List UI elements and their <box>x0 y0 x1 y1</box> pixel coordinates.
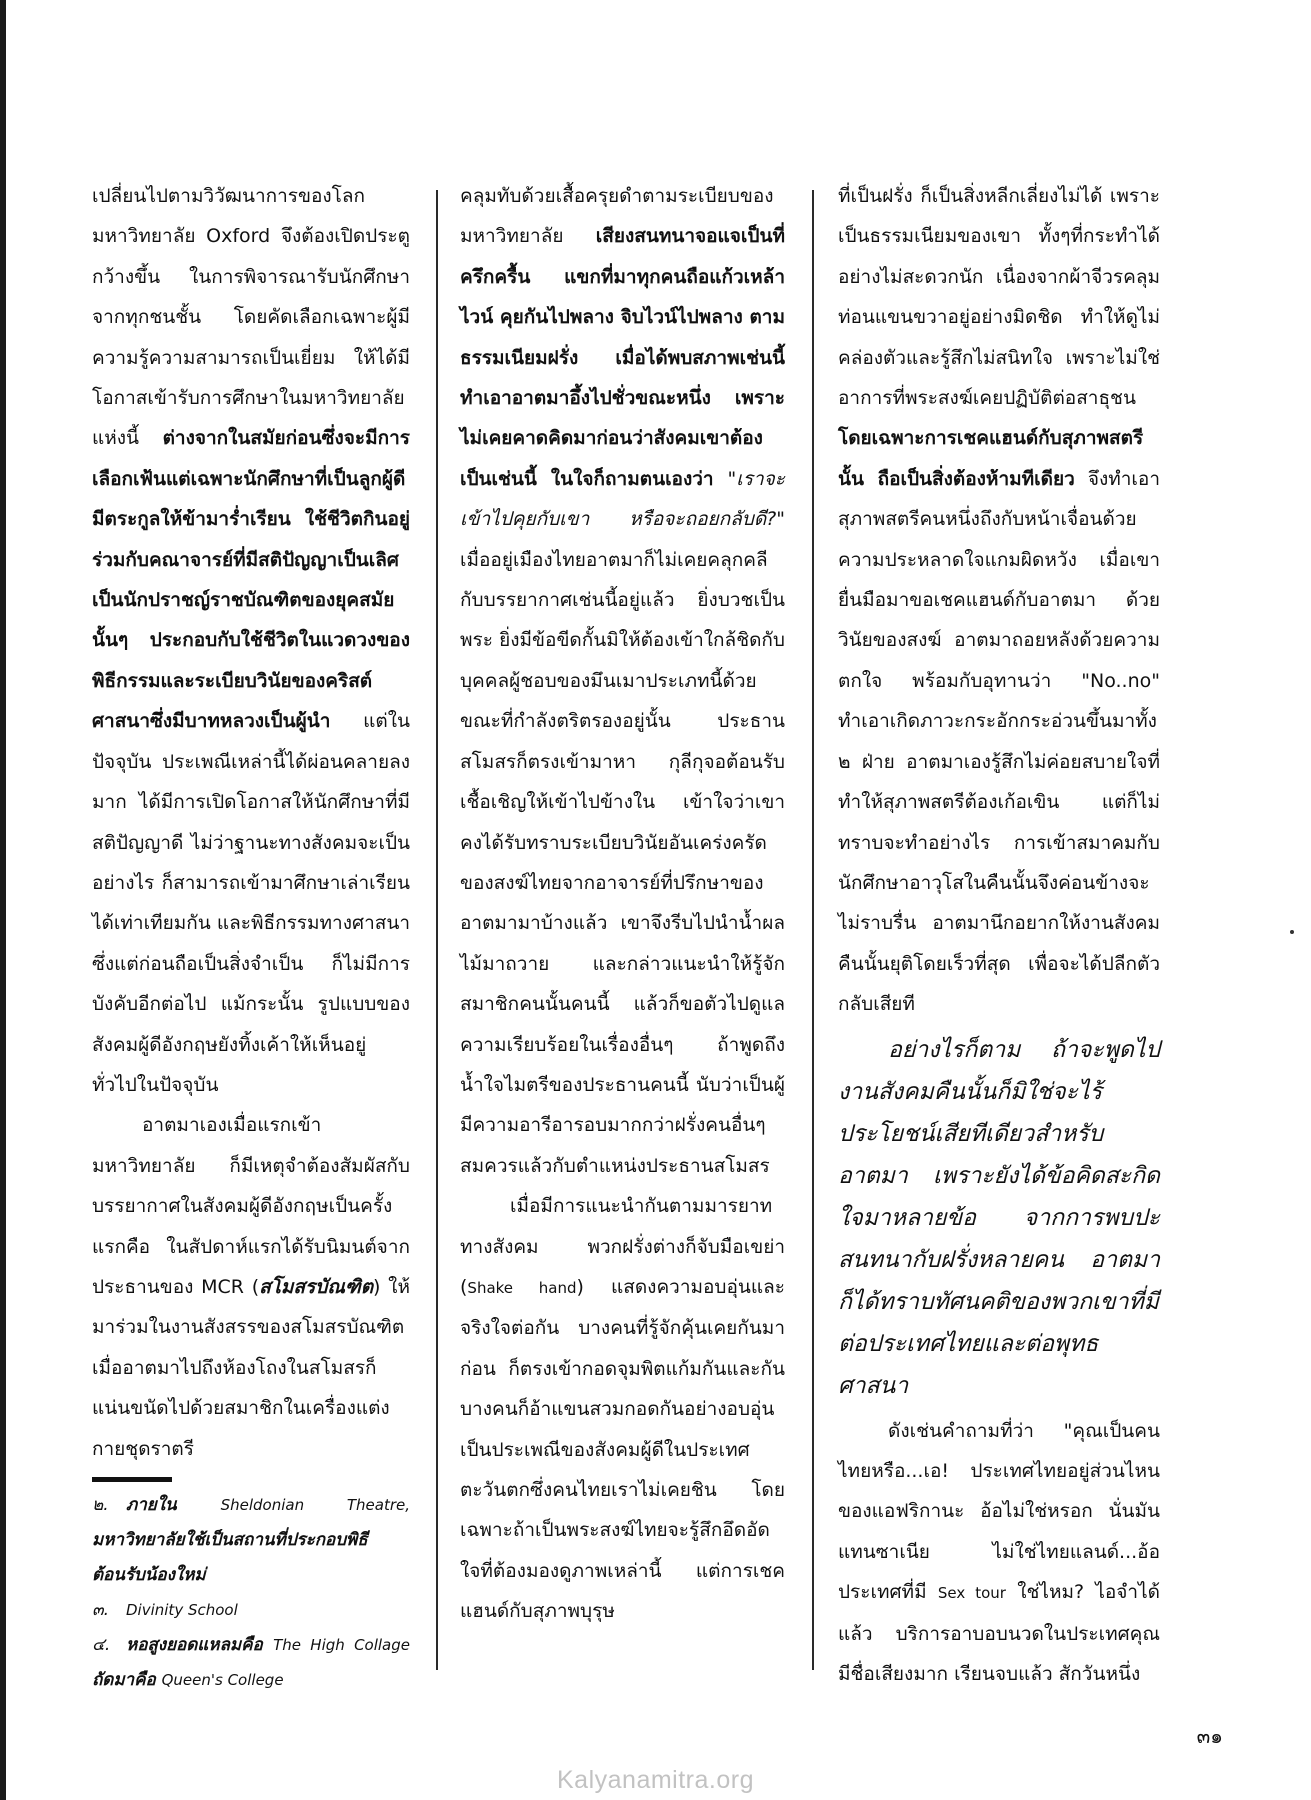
text-run: คลุมทับด้วยเสื้อครุยดำตามระเบียบของมหาวิทยาลัย <box>460 185 774 248</box>
footnote-latin: Queen's College <box>161 1671 284 1689</box>
scan-speck <box>1290 930 1294 934</box>
text-run: ) แสดงความอบอุ่นและจริงใจต่อกัน บางคนที่รู้จักคุ้นเคยกันมาก่อน ก็ตรงเข้ากอดจุมพิตแก้มกันและกัน บางคนก็อ้าแขนสวมกอดกันอย่างอบอุ่น เป็นประเพณีของสังคมผู้ดีในประเทศตะวันตกซึ่งคนไทยเราไม่เคยชิน โดยเฉพาะถ้าเป็นพระสงฆ์ไทยจะรู้สึกอึดอัดใจที่ต้องมองดูภาพเหล่านี้ แต่การเชคแฮนด์กับสุภาพบุรุษ <box>460 1275 785 1623</box>
footnote-text: มหาวิทยาลัยใช้เป็นสถานที่ประกอบพิธีต้อนรับน้องใหม่ <box>92 1530 368 1585</box>
bold-text: ต่างจากในสมัยก่อนซึ่งจะมีการเลือกเฟ้นแต่เฉพาะนักศึกษาที่เป็นลูกผู้ดีมีตระกูลให้ข้ามาร่ำเรียน ใช้ชีวิตกินอยู่ร่วมกับคณาจารย์ที่มีสติปัญญาเป็นเลิศเป็นนักปราชญ์ราชบัณฑิตของยุคสมัยนั้นๆ ประกอบกับใช้ชีวิตในแวดวงของพิธีกรรมและระเบียบวินัยของคริสต์ศาสนาซึ่งมีบาทหลวงเป็นผู้นำ <box>92 427 410 733</box>
pull-quote <box>838 1029 1160 1407</box>
text-run: เปลี่ยนไปตามวิวัฒนาการของโลก มหาวิทยาลัย Oxford จึงต้องเปิดประตูกว้างขึ้น ในการพิจารณารับนักศึกษาจากทุกชนชั้น โดยคัดเลือกเฉพาะผู้มีความรู้ความสามารถเป็นเยี่ยม ให้ได้มีโอกาสเข้ารับการศึกษาในมหาวิทยาลัยแห่งนี้ <box>92 185 410 450</box>
paragraph <box>92 1105 410 1469</box>
italic-text: สโมสรบัณฑิต <box>259 1275 374 1298</box>
pull-quote-text: อย่างไรก็ตาม ถ้าจะพูดไป งานสังคมคืนนั้นก็มิใช่จะไร้ประโยชน์เสียทีเดียวสำหรับอาตมา เพราะยังได้ข้อคิดสะกิดใจมาหลายข้อ จากการพบปะสนทนากับฝรั่งหลายคน อาตมาก็ได้ทราบทัศนคติของพวกเขาที่มีต่อประเทศไทยและต่อพุทธศาสนา <box>838 1036 1160 1399</box>
column-3 <box>838 176 1160 1694</box>
bold-text: โดยเฉพาะการเชคแฮนด์กับสุภาพสตรีนั้น ถือเป็นสิ่งต้องห้ามทีเดียว <box>838 427 1144 490</box>
footnote-latin: Divinity School <box>126 1601 238 1619</box>
bold-text: เสียงสนทนาจอแจเป็นที่ครึกครื้น แขกที่มาทุกคนถือแก้วเหล้าไวน์ คุยกันไปพลาง จิบไวน์ไปพลาง ตามธรรมเนียมฝรั่ง เมื่อได้พบสภาพเช่นนี้ทำเอาอาตมาอึ้งไปชั่วขณะหนึ่ง เพราะไม่เคยคาดคิดมาก่อนว่าสังคมเขาต้องเป็นเช่นนี้ ในใจก็ถามตนเองว่า <box>460 225 785 490</box>
footnote <box>92 1628 410 1698</box>
column-divider <box>812 190 814 1670</box>
text-run: ดังเช่นคำถามที่ว่า "คุณเป็นคนไทยหรือ...เอ! ประเทศไทยอยู่ส่วนไหนของแอฟริกานะ อ้อไม่ใช่หรอก นั่นมันแทนซาเนีย ไม่ใช่ไทยแลนด์...อ้อ ประเทศที่มี <box>838 1419 1160 1604</box>
paragraph <box>460 1186 785 1631</box>
paragraph <box>460 176 785 1186</box>
footnote-text: ถัดมาคือ <box>92 1670 162 1690</box>
text-run: ) ให้มาร่วมในงานสังสรรของสโมสรบัณฑิต เมื่ออาตมาไปถึงห้องโถงในสโมสรก็แน่นขนัดไปด้วยสมาชิกในเครื่องแต่งกายชุดราตรี <box>92 1275 410 1460</box>
footnote <box>92 1488 410 1593</box>
text-run: เมื่อมีการแนะนำกันตามมารยาททางสังคม พวกฝรั่งต่างก็จับมือเขย่า ( <box>460 1195 785 1298</box>
text-run: แต่ในปัจจุบัน ประเพณีเหล่านี้ได้ผ่อนคลายลงมาก ได้มีการเปิดโอกาสให้นักศึกษาที่มีสติปัญญาดี ไม่ว่าฐานะทางสังคมจะเป็นอย่างไร ก็สามารถเข้ามาศึกษาเล่าเรียนได้เท่าเทียมกัน และพิธีกรรมทางศาสนาซึ่งแต่ก่อนถือเป็นสิ่งจำเป็น ก็ไม่มีการบังคับอีกต่อไป แม้กระนั้น รูปแบบของสังคมผู้ดีอังกฤษยังทิ้งเค้าให้เห็นอยู่ทั่วไปในปัจจุบัน <box>92 710 410 1096</box>
latin-text: Shake hand <box>467 1278 577 1297</box>
footnote-rule <box>92 1477 172 1482</box>
watermark: Kalyanamitra.org <box>557 1766 754 1794</box>
footnote-number: ๒. <box>92 1495 109 1515</box>
footnote-number: ๔. <box>92 1635 111 1655</box>
text-run: ที่เป็นฝรั่ง ก็เป็นสิ่งหลีกเลี่ยงไม่ได้ เพราะเป็นธรรมเนียมของเขา ทั้งๆที่กระทำได้อย่างไม่สะดวกนัก เนื่องจากผ้าจีวรคลุมท่อนแขนขวาอยู่อย่างมิดชิด ทำให้ดูไม่คล่องตัวและรู้สึกไม่สนิทใจ เพราะไม่ใช่อาการที่พระสงฆ์เคยปฏิบัติต่อสาธุชน <box>838 185 1160 410</box>
footnote <box>92 1593 410 1628</box>
text-run: อาตมาเองเมื่อแรกเข้ามหาวิทยาลัย ก็มีเหตุจำต้องสัมผัสกับบรรยากาศในสังคมผู้ดีอังกฤษเป็นครั้งแรกคือ ในสัปดาห์แรกได้รับนิมนต์จากประธานของ MCR ( <box>92 1114 410 1298</box>
latin-text: Sex tour <box>937 1584 1006 1603</box>
paragraph <box>92 176 410 1105</box>
paragraph <box>838 176 1160 1025</box>
italic-text: "เราจะเข้าไปคุยกับเขา หรือจะถอยกลับดี?" <box>460 467 785 531</box>
column-1 <box>92 176 410 1698</box>
page-number: ๓๑ <box>1196 1724 1223 1748</box>
footnote-latin: Sheldonian Theatre, <box>220 1496 410 1514</box>
column-divider <box>436 190 438 1670</box>
text-run: ใช่ไหม? ไอจำได้แล้ว บริการอาบอบนวดในประเทศคุณมีชื่อเสียงมาก เรียนจบแล้ว สักวันหนึ่ง <box>838 1581 1160 1685</box>
footnote-latin: The High Collage <box>273 1636 411 1654</box>
column-2 <box>460 176 785 1632</box>
footnote-number: ๓. <box>92 1600 110 1620</box>
footnote-text: ภายใน <box>126 1495 221 1515</box>
paragraph <box>838 1411 1160 1695</box>
scan-edge <box>0 0 6 1800</box>
text-run: เมื่ออยู่เมืองไทยอาตมาก็ไม่เคยคลุกคลีกับบรรยากาศเช่นนี้อยู่แล้ว ยิ่งบวชเป็นพระ ยิ่งมีข้อขีดกั้นมิให้ต้องเข้าใกล้ชิดกับบุคคลผู้ชอบของมึนเมาประเภทนี้ด้วย ขณะที่กำลังตริตรองอยู่นั้น ประธานสโมสรก็ตรงเข้ามาหา กุลีกุจอต้อนรับเชื้อเชิญให้เข้าไปข้างใน เข้าใจว่าเขาคงได้รับทราบระเบียบวินัยอันเคร่งครัดของสงฆ์ไทยจากอาจารย์ที่ปรึกษาของอาตมามาบ้างแล้ว เขาจึงรีบไปนำน้ำผลไม้มาถวาย และกล่าวแนะนำให้รู้จักสมาชิกคนนั้นคนนี้ แล้วก็ขอตัวไปดูแลความเรียบร้อยในเรื่องอื่นๆ ถ้าพูดถึงน้ำใจไมตรีของประธานคนนี้ นับว่าเป็นผู้มีความอารีอารอบมากกว่าฝรั่งคนอื่นๆ สมควรแล้วกับตำแหน่งประธานสโมสร <box>460 548 785 1177</box>
footnote-text: หอสูงยอดแหลมคือ <box>126 1635 274 1655</box>
text-run: จึงทำเอาสุภาพสตรีคนหนึ่งถึงกับหน้าเจื่อนด้วยความประหลาดใจแกมผิดหวัง เมื่อเขายื่นมือมาขอเชคแฮนด์กับอาตมา ด้วยวินัยของสงฆ์ อาตมาถอยหลังด้วยความตกใจ พร้อมกับอุทานว่า "No..no" ทำเอาเกิดภาวะกระอักกระอ่วนขึ้นมาทั้ง ๒ ฝ่าย อาตมาเองรู้สึกไม่ค่อยสบายใจที่ทำให้สุภาพสตรีต้องเก้อเขิน แต่ก็ไม่ทราบจะทำอย่างไร การเข้าสมาคมกับนักศึกษาอาวุโสในคืนนั้นจึงค่อนข้างจะไม่ราบรื่น อาตมานึกอยากให้งานสังคมคืนนั้นยุติโดยเร็วที่สุด เพื่อจะได้ปลีกตัวกลับเสียที <box>838 467 1161 1016</box>
